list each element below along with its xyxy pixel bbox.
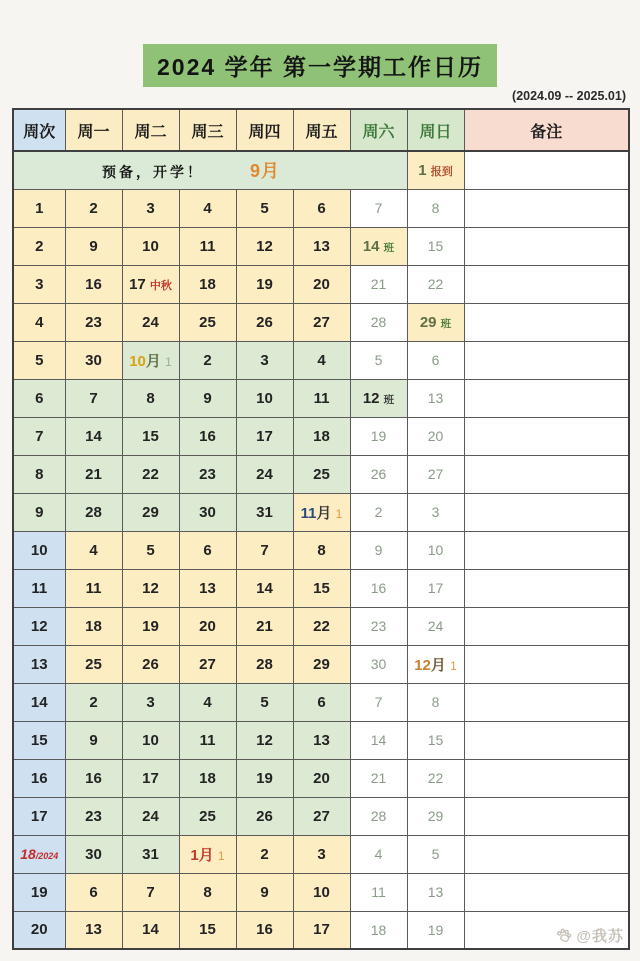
day-cell: 25 bbox=[293, 455, 350, 493]
remark-cell bbox=[464, 265, 629, 303]
text-part: 12 bbox=[414, 656, 431, 674]
day-cell: 8 bbox=[407, 189, 464, 227]
day-cell: 4 bbox=[65, 531, 122, 569]
day-cell: 26 bbox=[236, 797, 293, 835]
day-cell: 21 bbox=[236, 607, 293, 645]
week-row bbox=[13, 569, 629, 607]
day-cell: 24 bbox=[122, 303, 179, 341]
day-cell: 23 bbox=[179, 455, 236, 493]
remark-cell bbox=[464, 493, 629, 531]
week-row bbox=[13, 721, 629, 759]
week-row bbox=[13, 911, 629, 949]
text-part: 1 bbox=[450, 658, 457, 673]
day-cell: 16 bbox=[350, 569, 407, 607]
text-part: 12 bbox=[362, 389, 384, 407]
week-number-cell: 3 bbox=[13, 265, 65, 303]
day-cell: 26 bbox=[236, 303, 293, 341]
day-cell: 3 bbox=[407, 493, 464, 531]
day-cell: 19 bbox=[236, 759, 293, 797]
remark-cell bbox=[464, 569, 629, 607]
day-cell: 13 bbox=[293, 721, 350, 759]
day-cell: 16 bbox=[236, 911, 293, 949]
week-row bbox=[13, 189, 629, 227]
day-cell: 17 bbox=[236, 417, 293, 455]
september-banner-cell bbox=[13, 151, 407, 189]
day-cell: 6 bbox=[293, 683, 350, 721]
text-part: 班 bbox=[383, 393, 395, 406]
day-cell: 16 bbox=[65, 759, 122, 797]
day-cell: 7 bbox=[350, 189, 407, 227]
day-cell: 22 bbox=[122, 455, 179, 493]
day-cell: 14 bbox=[350, 721, 407, 759]
week-number-cell: 13 bbox=[13, 645, 65, 683]
day-cell: 20 bbox=[407, 417, 464, 455]
day-cell: 17 bbox=[293, 911, 350, 949]
column-header-thursday: 周四 bbox=[236, 109, 293, 151]
day-cell: 30 bbox=[350, 645, 407, 683]
day-cell: 10 bbox=[407, 531, 464, 569]
week-number-cell: 5 bbox=[13, 341, 65, 379]
day-cell: 11 bbox=[179, 721, 236, 759]
day-cell: 12 bbox=[236, 721, 293, 759]
day-cell: 5 bbox=[236, 189, 293, 227]
remark-cell bbox=[464, 531, 629, 569]
day-cell: 30 bbox=[179, 493, 236, 531]
text-part: 班 bbox=[383, 241, 395, 254]
day-cell: 25 bbox=[65, 645, 122, 683]
week-number-cell: 8 bbox=[13, 455, 65, 493]
remark-cell bbox=[464, 797, 629, 835]
remark-cell bbox=[464, 835, 629, 873]
calendar-body bbox=[13, 151, 629, 949]
day-cell: 20 bbox=[293, 759, 350, 797]
day-cell: 16 bbox=[179, 417, 236, 455]
day-cell: 7 bbox=[122, 873, 179, 911]
day-cell: 22 bbox=[407, 265, 464, 303]
week-number-cell: 4 bbox=[13, 303, 65, 341]
week-number-cell: 11 bbox=[13, 569, 65, 607]
day-cell: 11 bbox=[179, 227, 236, 265]
text-part: 1 bbox=[217, 848, 225, 863]
remark-cell bbox=[464, 189, 629, 227]
text-part: 中秋 bbox=[149, 279, 172, 292]
day-cell: 19 bbox=[122, 607, 179, 645]
day-cell: 27 bbox=[293, 797, 350, 835]
calendar-header bbox=[13, 109, 629, 151]
day-cell: 21 bbox=[65, 455, 122, 493]
day-cell: 22 bbox=[407, 759, 464, 797]
day-cell: 18 bbox=[179, 759, 236, 797]
remark-cell bbox=[464, 151, 629, 189]
day-cell bbox=[122, 265, 179, 303]
day-cell: 28 bbox=[350, 303, 407, 341]
day-cell: 29 bbox=[407, 797, 464, 835]
column-header-wednesday: 周三 bbox=[179, 109, 236, 151]
day-cell: 9 bbox=[236, 873, 293, 911]
day-cell: 5 bbox=[122, 531, 179, 569]
watermark-text: @我苏 bbox=[576, 928, 624, 945]
day-cell: 19 bbox=[350, 417, 407, 455]
day-cell: 4 bbox=[350, 835, 407, 873]
week-number-cell bbox=[13, 835, 65, 873]
day-cell bbox=[350, 379, 407, 417]
day-cell: 5 bbox=[236, 683, 293, 721]
day-cell: 27 bbox=[407, 455, 464, 493]
text-part: 11 bbox=[300, 504, 317, 522]
day-cell: 14 bbox=[236, 569, 293, 607]
week-row bbox=[13, 645, 629, 683]
remark-cell bbox=[464, 303, 629, 341]
week-number-cell: 2 bbox=[13, 227, 65, 265]
remark-cell bbox=[464, 683, 629, 721]
day-cell: 29 bbox=[122, 493, 179, 531]
text-part: 班 bbox=[440, 317, 452, 330]
day-cell: 20 bbox=[293, 265, 350, 303]
day-cell: 13 bbox=[407, 873, 464, 911]
week-number-cell: 16 bbox=[13, 759, 65, 797]
week-row bbox=[13, 227, 629, 265]
day-cell: 11 bbox=[65, 569, 122, 607]
column-header-saturday: 周六 bbox=[350, 109, 407, 151]
day-cell: 20 bbox=[179, 607, 236, 645]
text-part: 18 bbox=[20, 845, 36, 862]
week-number-cell: 14 bbox=[13, 683, 65, 721]
day-cell: 3 bbox=[236, 341, 293, 379]
day-cell: 23 bbox=[65, 303, 122, 341]
week-row bbox=[13, 607, 629, 645]
watermark bbox=[555, 925, 624, 946]
week-number-cell: 19 bbox=[13, 873, 65, 911]
week-number-cell: 1 bbox=[13, 189, 65, 227]
text-part: 月 bbox=[430, 656, 451, 674]
day-cell: 12 bbox=[122, 569, 179, 607]
day-cell: 9 bbox=[65, 227, 122, 265]
day-cell: 3 bbox=[122, 683, 179, 721]
day-cell: 7 bbox=[350, 683, 407, 721]
date-range: (2024.09 -- 2025.01) bbox=[512, 89, 626, 103]
day-cell: 14 bbox=[65, 417, 122, 455]
week-number-cell: 20 bbox=[13, 911, 65, 949]
day-cell: 23 bbox=[350, 607, 407, 645]
text-part: 29 bbox=[419, 313, 441, 331]
day-cell bbox=[407, 303, 464, 341]
day-cell: 26 bbox=[122, 645, 179, 683]
text-part: 1 bbox=[335, 506, 343, 521]
remark-cell bbox=[464, 607, 629, 645]
week-row bbox=[13, 873, 629, 911]
day-cell: 30 bbox=[65, 835, 122, 873]
text-part: 14 bbox=[362, 237, 384, 255]
remark-cell bbox=[464, 455, 629, 493]
day-cell: 15 bbox=[407, 721, 464, 759]
day-cell: 24 bbox=[407, 607, 464, 645]
day-cell: 8 bbox=[293, 531, 350, 569]
day-cell: 15 bbox=[122, 417, 179, 455]
week-number-cell: 10 bbox=[13, 531, 65, 569]
text-part: 月 bbox=[316, 504, 336, 522]
remark-cell bbox=[464, 417, 629, 455]
day-cell: 27 bbox=[179, 645, 236, 683]
registration-day-cell bbox=[407, 151, 464, 189]
day-cell bbox=[179, 835, 236, 873]
day-cell: 17 bbox=[407, 569, 464, 607]
day-cell: 9 bbox=[65, 721, 122, 759]
column-header-monday: 周一 bbox=[65, 109, 122, 151]
day-cell: 15 bbox=[179, 911, 236, 949]
day-cell: 13 bbox=[293, 227, 350, 265]
day-cell: 25 bbox=[179, 303, 236, 341]
day-cell: 22 bbox=[293, 607, 350, 645]
paw-icon bbox=[555, 927, 572, 944]
day-cell: 8 bbox=[122, 379, 179, 417]
column-header-remark: 备注 bbox=[464, 109, 629, 151]
day-cell: 24 bbox=[236, 455, 293, 493]
column-header-tuesday: 周二 bbox=[122, 109, 179, 151]
day-cell: 18 bbox=[293, 417, 350, 455]
day-cell: 6 bbox=[293, 189, 350, 227]
text-part: 1 bbox=[418, 161, 431, 179]
day-cell: 28 bbox=[65, 493, 122, 531]
day-cell: 13 bbox=[407, 379, 464, 417]
page-title: 2024 学年 第一学期工作日历 bbox=[143, 44, 497, 87]
day-cell: 3 bbox=[122, 189, 179, 227]
day-cell: 30 bbox=[65, 341, 122, 379]
day-cell: 27 bbox=[293, 303, 350, 341]
day-cell: 9 bbox=[179, 379, 236, 417]
day-cell: 19 bbox=[407, 911, 464, 949]
text-part: /2024 bbox=[35, 850, 59, 861]
day-cell bbox=[407, 645, 464, 683]
semester-start-text: 预备，开学！ bbox=[102, 164, 204, 181]
day-cell: 10 bbox=[122, 721, 179, 759]
month-banner-row bbox=[13, 151, 629, 189]
day-cell: 16 bbox=[65, 265, 122, 303]
week-row bbox=[13, 531, 629, 569]
day-cell: 8 bbox=[179, 873, 236, 911]
day-cell: 29 bbox=[293, 645, 350, 683]
day-cell: 14 bbox=[122, 911, 179, 949]
week-number-cell: 12 bbox=[13, 607, 65, 645]
day-cell: 11 bbox=[293, 379, 350, 417]
week-row bbox=[13, 265, 629, 303]
day-cell: 19 bbox=[236, 265, 293, 303]
day-cell: 2 bbox=[236, 835, 293, 873]
day-cell: 28 bbox=[350, 797, 407, 835]
remark-cell bbox=[464, 645, 629, 683]
day-cell: 24 bbox=[122, 797, 179, 835]
day-cell: 18 bbox=[350, 911, 407, 949]
day-cell: 25 bbox=[179, 797, 236, 835]
text-part: 月 bbox=[145, 352, 166, 370]
week-row bbox=[13, 759, 629, 797]
day-cell: 15 bbox=[407, 227, 464, 265]
week-row bbox=[13, 303, 629, 341]
day-cell: 18 bbox=[179, 265, 236, 303]
day-cell: 13 bbox=[179, 569, 236, 607]
remark-cell bbox=[464, 379, 629, 417]
day-cell: 21 bbox=[350, 265, 407, 303]
day-cell: 3 bbox=[293, 835, 350, 873]
day-cell: 5 bbox=[350, 341, 407, 379]
day-cell: 6 bbox=[407, 341, 464, 379]
day-cell: 15 bbox=[293, 569, 350, 607]
day-cell bbox=[350, 227, 407, 265]
day-cell: 26 bbox=[350, 455, 407, 493]
day-cell: 5 bbox=[407, 835, 464, 873]
week-number-cell: 9 bbox=[13, 493, 65, 531]
day-cell: 31 bbox=[236, 493, 293, 531]
column-header-friday: 周五 bbox=[293, 109, 350, 151]
day-cell: 10 bbox=[293, 873, 350, 911]
day-cell bbox=[122, 341, 179, 379]
text-part: 17 bbox=[129, 275, 150, 293]
day-cell: 23 bbox=[65, 797, 122, 835]
remark-cell bbox=[464, 759, 629, 797]
column-header-sunday: 周日 bbox=[407, 109, 464, 151]
remark-cell bbox=[464, 873, 629, 911]
text-part: 1月 bbox=[190, 846, 218, 864]
text-part: 1 bbox=[165, 354, 172, 369]
week-number-cell: 17 bbox=[13, 797, 65, 835]
remark-cell bbox=[464, 341, 629, 379]
week-row bbox=[13, 683, 629, 721]
day-cell: 4 bbox=[179, 683, 236, 721]
remark-cell bbox=[464, 227, 629, 265]
day-cell: 11 bbox=[350, 873, 407, 911]
week-row bbox=[13, 493, 629, 531]
week-row bbox=[13, 341, 629, 379]
day-cell: 2 bbox=[179, 341, 236, 379]
day-cell: 6 bbox=[65, 873, 122, 911]
week-row bbox=[13, 835, 629, 873]
week-row bbox=[13, 797, 629, 835]
text-part: 报到 bbox=[430, 165, 453, 178]
week-number-cell: 6 bbox=[13, 379, 65, 417]
week-number-cell: 7 bbox=[13, 417, 65, 455]
day-cell: 7 bbox=[236, 531, 293, 569]
day-cell: 4 bbox=[293, 341, 350, 379]
day-cell: 7 bbox=[65, 379, 122, 417]
day-cell: 10 bbox=[122, 227, 179, 265]
day-cell: 10 bbox=[236, 379, 293, 417]
week-row bbox=[13, 455, 629, 493]
day-cell: 8 bbox=[407, 683, 464, 721]
day-cell: 6 bbox=[179, 531, 236, 569]
week-number-cell: 15 bbox=[13, 721, 65, 759]
day-cell: 18 bbox=[65, 607, 122, 645]
day-cell: 2 bbox=[350, 493, 407, 531]
calendar-table bbox=[12, 108, 630, 950]
day-cell: 17 bbox=[122, 759, 179, 797]
column-header-week-number: 周次 bbox=[13, 109, 65, 151]
day-cell: 4 bbox=[179, 189, 236, 227]
day-cell: 2 bbox=[65, 683, 122, 721]
day-cell: 2 bbox=[65, 189, 122, 227]
week-row bbox=[13, 379, 629, 417]
week-row bbox=[13, 417, 629, 455]
day-cell: 28 bbox=[236, 645, 293, 683]
day-cell bbox=[293, 493, 350, 531]
day-cell: 12 bbox=[236, 227, 293, 265]
title-bar bbox=[0, 44, 640, 87]
month-label-september: 9月 bbox=[250, 161, 281, 182]
day-cell: 21 bbox=[350, 759, 407, 797]
day-cell: 31 bbox=[122, 835, 179, 873]
text-part: 10 bbox=[129, 352, 146, 370]
remark-cell bbox=[464, 721, 629, 759]
day-cell: 13 bbox=[65, 911, 122, 949]
day-cell: 9 bbox=[350, 531, 407, 569]
